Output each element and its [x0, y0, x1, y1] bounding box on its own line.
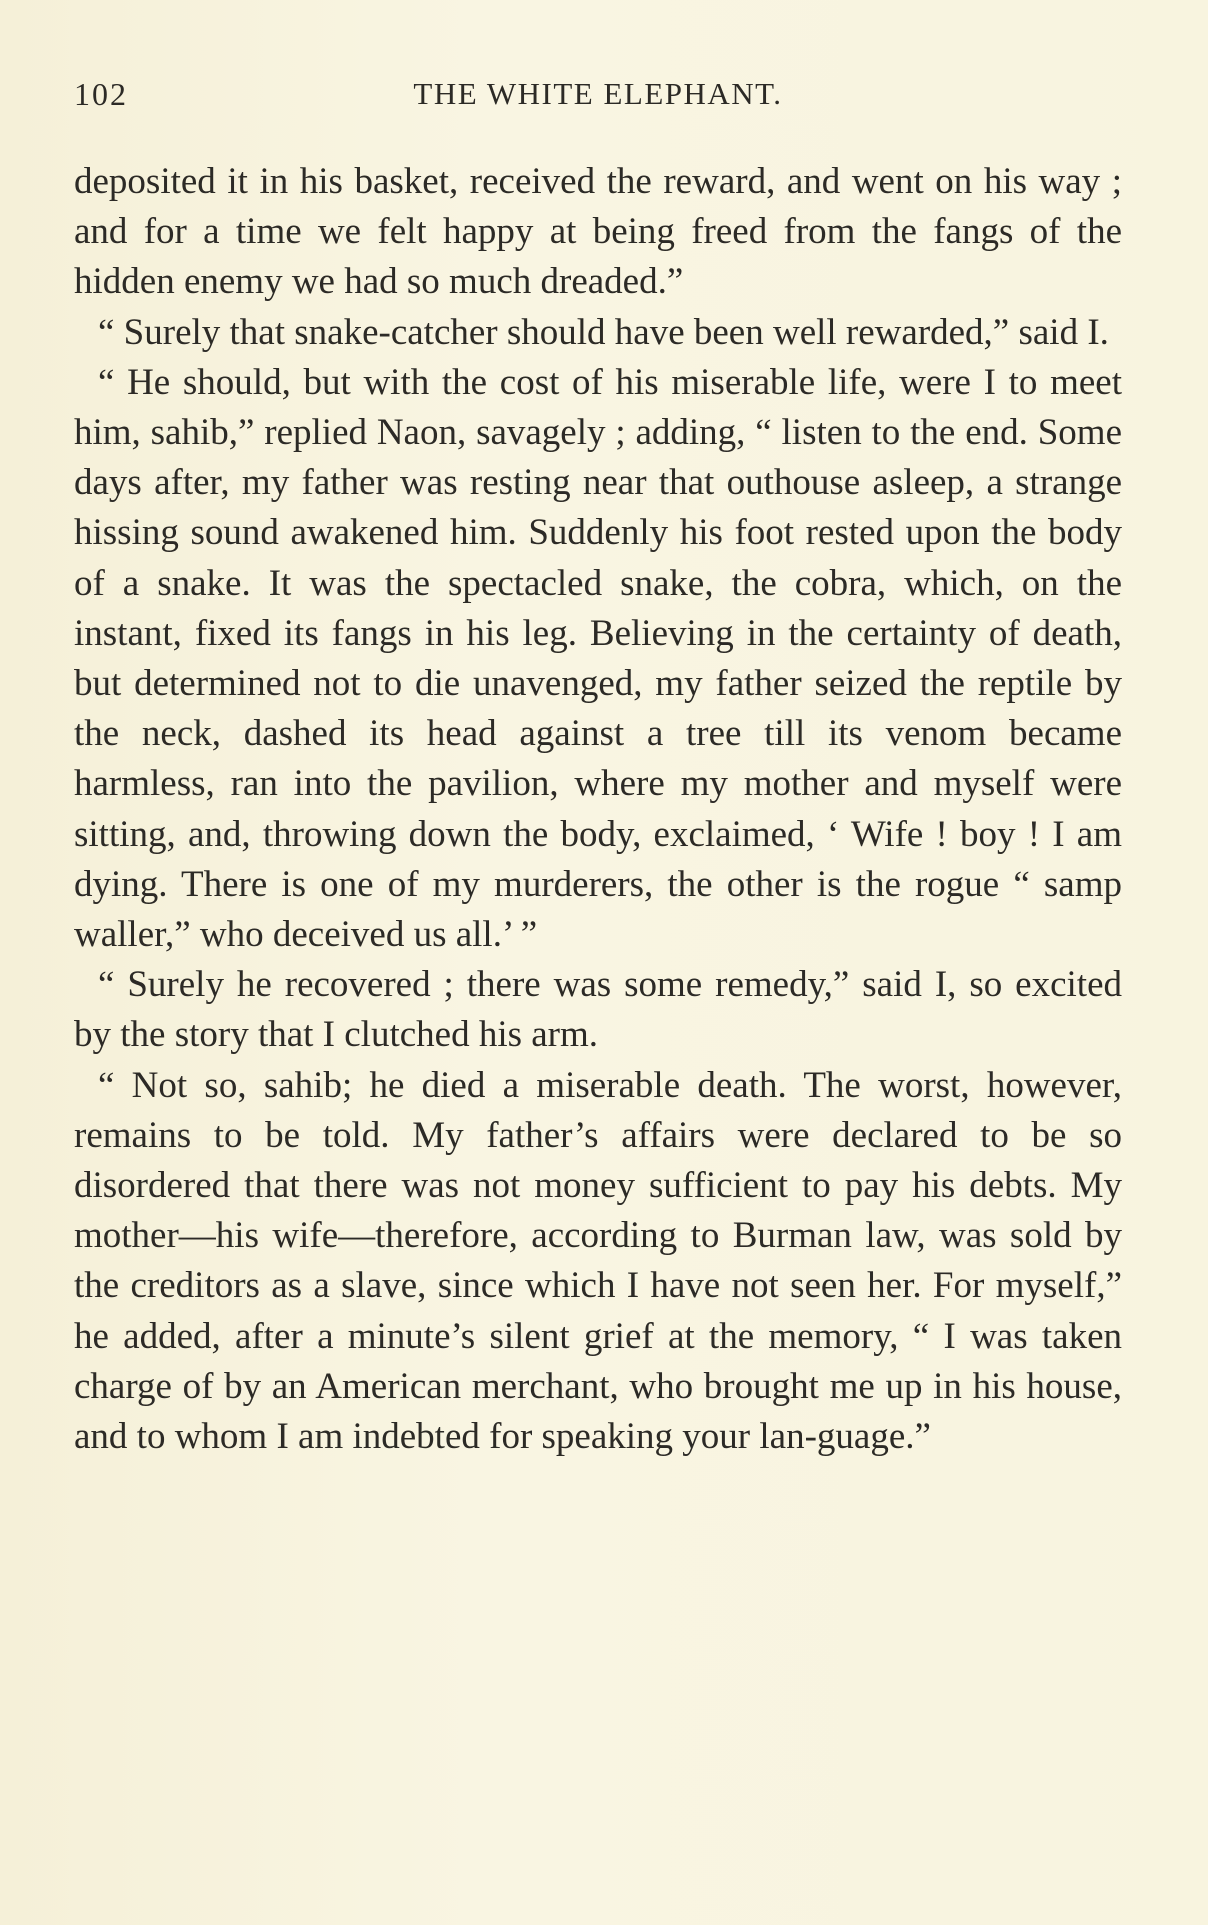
- page-header: [74, 76, 1122, 126]
- running-title: THE WHITE ELEPHANT.: [413, 76, 783, 111]
- page-number: 102: [74, 76, 128, 112]
- paragraph: “ He should, but with the cost of his miserable life, were I to meet him, sahib,” replied Naon, savagely ; adding, “ listen to the end. Some days after, my father was resting near that outhouse asleep, a strange hissing sound awakened him. Suddenly his foot rested upon the body of a snake. It was the spectacled snake, the cobra, which, on the instant, fixed its fangs in his leg. Believing in the certainty of death, but determined not to die unavenged, my father seized the reptile by the neck, dashed its head against a tree till its venom became harmless, ran into the pavilion, where my mother and myself were sitting, and, throwing down the body, exclaimed, ‘ Wife ! boy ! I am dying. There is one of my murderers, the other is the rogue “ samp waller,” who deceived us all.’ ”: [74, 361, 1122, 956]
- paragraph: “ Not so, sahib; he died a miserable death. The worst, however, remains to be told. My father’s affairs were declared to be so disordered that there was not money sufficient to pay his debts. My mother—his wife—therefore, according to Burman law, was sold by the creditors as a slave, since which I have not seen her. For myself,” he added, after a minute’s silent grief at the memory, “ I was taken charge of by an American merchant, who brought me up in his house, and to whom I am indebted for speaking your lan-guage.”: [74, 1064, 1122, 1458]
- paragraph: “ Surely he recovered ; there was some remedy,” said I, so excited by the story that I clutched his arm.: [74, 964, 1122, 1056]
- body-text: [74, 157, 1122, 1462]
- paragraph: “ Surely that snake-catcher should have been well rewarded,” said I.: [98, 311, 1109, 353]
- paragraph: deposited it in his basket, received the reward, and went on his way ; and for a time we felt happy at being freed from the fangs of the hidden enemy we had so much dreaded.”: [74, 161, 1122, 303]
